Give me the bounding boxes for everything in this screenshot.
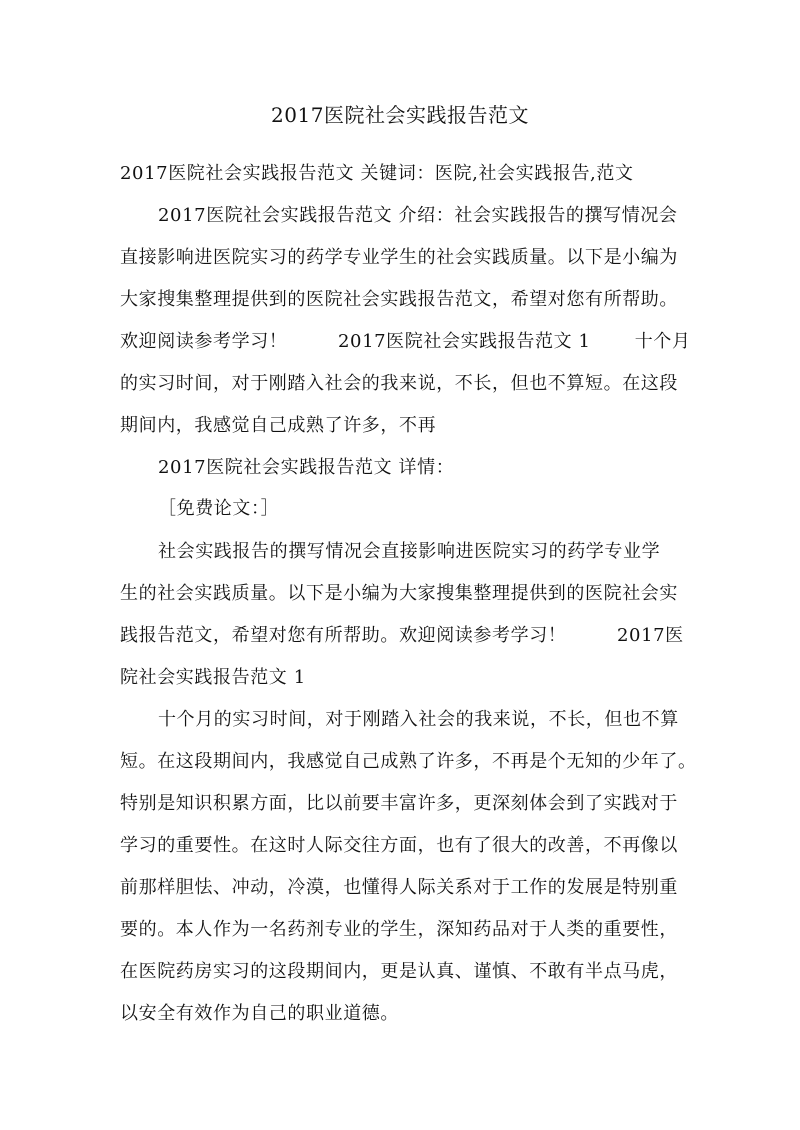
details-heading: 2017医院社会实践报告范文 详情： — [158, 457, 455, 478]
intro-line-1: 2017医院社会实践报告范文 介绍：社会实践报告的撰写情况会 — [158, 205, 678, 226]
document-title: 2017医院社会实践报告范文 — [271, 103, 529, 127]
body-line-8: 学习的重要性。在这时人际交往方面，也有了很大的改善，不再像以 — [120, 835, 678, 856]
body-line-5: 十个月的实习时间，对于刚踏入社会的我来说，不长，但也不算 — [158, 709, 679, 730]
keywords-line: 2017医院社会实践报告范文 关键词：医院,社会实践报告,范文 — [120, 163, 634, 184]
body-line-11: 在医院药房实习的这段期间内，更是认真、谨慎、不敢有半点马虎， — [120, 961, 678, 982]
body-line-7: 特别是知识积累方面，比以前要丰富许多，更深刻体会到了实践对于 — [120, 793, 678, 814]
intro-line-5: 的实习时间，对于刚踏入社会的我来说，不长，但也不算短。在这段 — [120, 373, 678, 394]
intro-line-6: 期间内，我感觉自己成熟了许多，不再 — [120, 415, 437, 436]
body-line-12: 以安全有效作为自己的职业道德。 — [120, 1003, 399, 1024]
body-line-9: 前那样胆怯、冲动，冷漠，也懂得人际关系对于工作的发展是特别重 — [120, 877, 678, 898]
body-line-1: 社会实践报告的撰写情况会直接影响进医院实习的药学专业学 — [158, 541, 661, 562]
body-line-4: 院社会实践报告范文 1 — [120, 667, 306, 688]
body-line-3: 践报告范文，希望对您有所帮助。欢迎阅读参考学习！ 2017医 — [120, 625, 684, 646]
free-paper-label: ［免费论文：］ — [158, 498, 280, 519]
intro-line-4: 欢迎阅读参考学习！ 2017医院社会实践报告范文 1 十个月 — [120, 331, 691, 352]
body-line-2: 生的社会实践质量。以下是小编为大家搜集整理提供到的医院社会实 — [120, 583, 678, 604]
body-line-6: 短。在这段期间内，我感觉自己成熟了许多，不再是个无知的少年了。 — [120, 751, 697, 772]
intro-line-3: 大家搜集整理提供到的医院社会实践报告范文，希望对您有所帮助。 — [120, 289, 678, 310]
body-line-10: 要的。本人作为一名药剂专业的学生，深知药品对于人类的重要性， — [120, 919, 678, 940]
intro-line-2: 直接影响进医院实习的药学专业学生的社会实践质量。以下是小编为 — [120, 247, 678, 268]
